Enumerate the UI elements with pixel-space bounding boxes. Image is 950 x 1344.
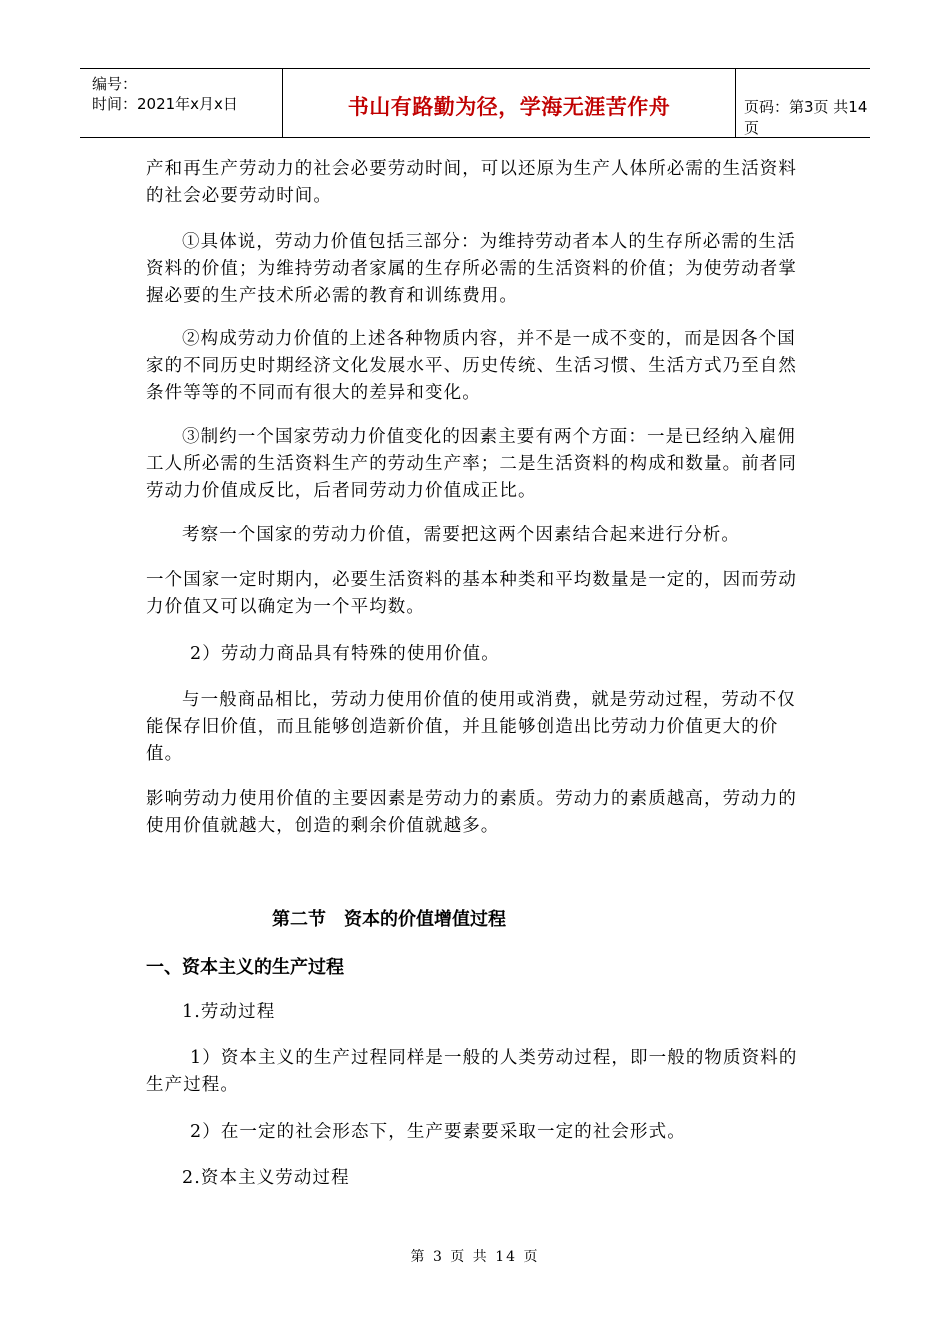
paragraph-6: 一个国家一定时期内，必要生活资料的基本种类和平均数量是一定的，因而劳动力价值又可以确定为一个平均数。 [146,570,797,617]
paragraph-11: 1）资本主义的生产过程同样是一般的人类劳动过程，即一般的物质资料的生产过程。 [146,1048,798,1095]
subsection-title: 一、资本主义的生产过程 [146,957,344,978]
document-number-label: 编号： [92,75,138,93]
paragraph-4: ③制约一个国家劳动力价值变化的因素主要有两个方面：一是已经纳入雇佣工人所必需的生活资料生产的劳动生产率；二是生活资料的构成和数量。前者同劳动力价值成反比，后者同劳动力价值成正比。 [146,427,797,501]
page-footer: 第 3 页 共 14 页 [410,1249,540,1265]
header-page-label: 页码：第3页 共14页 [744,98,868,137]
document-time-label: 时间：2021年x月x日 [92,95,238,113]
section-title: 第二节 资本的价值增值过程 [272,909,506,930]
paragraph-12: 2）在一定的社会形态下，生产要素要采取一定的社会形式。 [190,1122,686,1142]
header-page-cell [736,69,870,137]
paragraph-3: ②构成劳动力价值的上述各种物质内容，并不是一成不变的，而是因各个国家的不同历史时期经济文化发展水平、历史传统、生活习惯、生活方式乃至自然条件等等的不同而有很大的差异和变化。 [146,329,797,403]
paragraph-7: 2）劳动力商品具有特殊的使用价值。 [190,644,500,664]
paragraph-9: 影响劳动力使用价值的主要因素是劳动力的素质。劳动力的素质越高，劳动力的使用价值就越大，创造的剩余价值就越多。 [146,789,797,836]
document-header [80,68,870,138]
header-motto-cell [283,69,736,137]
header-meta-cell [80,69,283,137]
paragraph-2: ①具体说，劳动力价值包括三部分：为维持劳动者本人的生存所必需的生活资料的价值；为维持劳动者家属的生存所必需的生活资料的价值；为使劳动者掌握必要的生产技术所必需的教育和训练费用。 [146,232,797,306]
paragraph-8: 与一般商品相比，劳动力使用价值的使用或消费，就是劳动过程，劳动不仅能保存旧价值，而且能够创造新价值，并且能够创造出比劳动力价值更大的价值。 [146,690,796,764]
paragraph-1: 产和再生产劳动力的社会必要劳动时间，可以还原为生产人体所必需的生活资料的社会必要劳动时间。 [146,159,797,206]
paragraph-13: 2.资本主义劳动过程 [182,1168,350,1188]
paragraph-5: 考察一个国家的劳动力价值，需要把这两个因素结合起来进行分析。 [182,525,740,545]
header-motto: 书山有路勤为径，学海无涯苦作舟 [347,95,671,119]
paragraph-10: 1.劳动过程 [182,1002,276,1022]
